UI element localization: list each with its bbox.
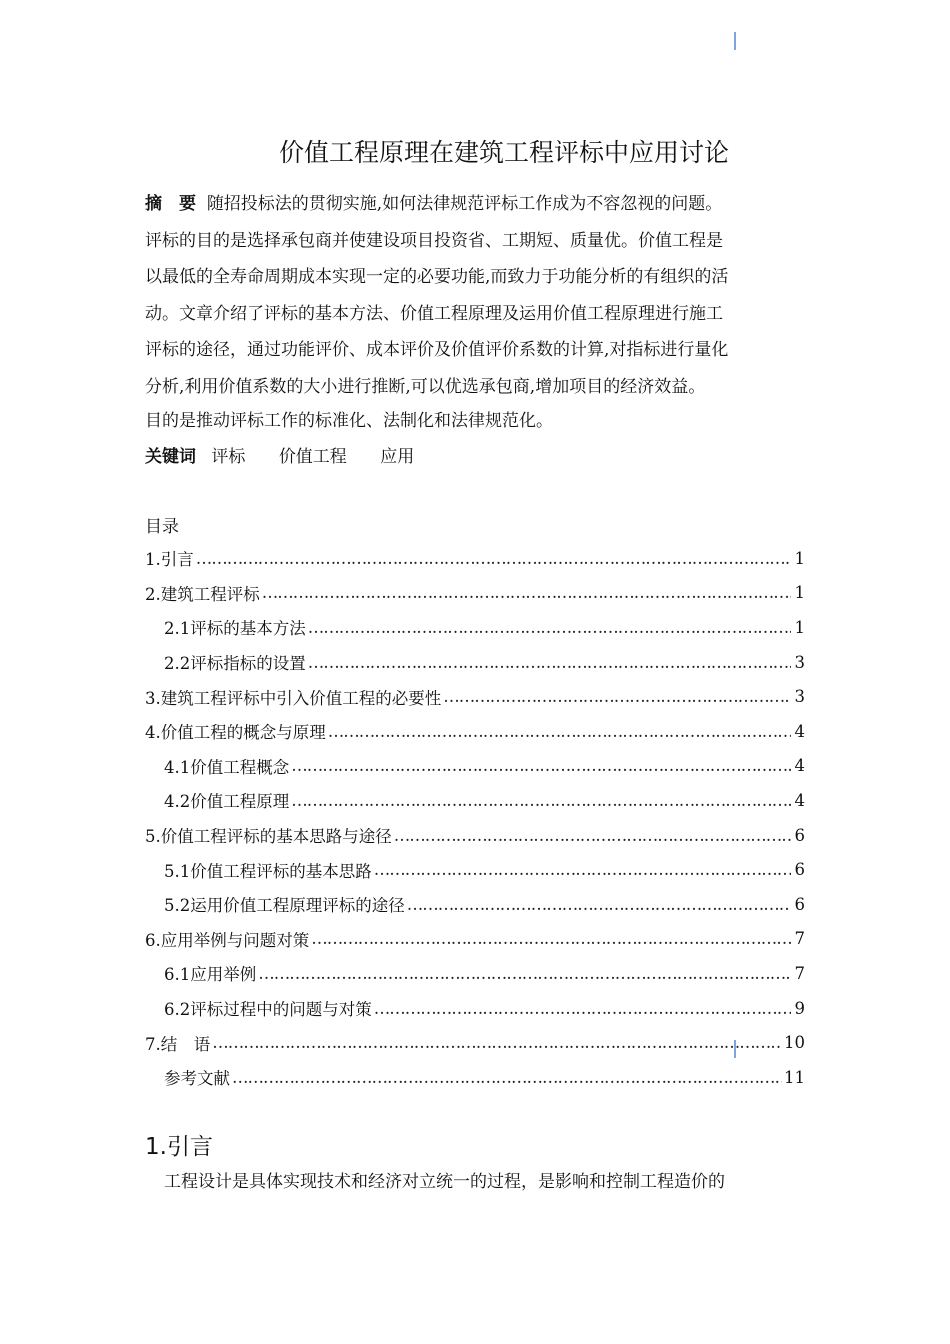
toc-entry-label: 4.价值工程的概念与原理 — [145, 723, 326, 743]
toc-entry-page: 4 — [794, 756, 805, 776]
text-cursor-marker-top — [734, 32, 736, 50]
keyword: 价值工程 — [278, 447, 347, 467]
toc-entry-label: 1.引言 — [145, 550, 194, 570]
toc-entry[interactable] — [145, 610, 805, 645]
abstract-label: 摘 要 — [145, 194, 196, 214]
toc-entry[interactable] — [145, 576, 805, 611]
toc-leader-dots — [407, 895, 791, 914]
abstract — [145, 186, 813, 405]
toc-entry-label: 4.2价值工程原理 — [164, 792, 290, 812]
toc-leader-dots — [374, 860, 791, 879]
toc-entry[interactable] — [145, 679, 805, 714]
toc-leader-dots — [308, 653, 791, 672]
toc-entry-page: 3 — [794, 687, 805, 707]
toc-entry-label: 2.1评标的基本方法 — [164, 619, 306, 639]
toc-entry-label: 6.应用举例与问题对策 — [145, 930, 310, 950]
toc-entry[interactable] — [145, 1060, 805, 1095]
toc-leader-dots — [394, 826, 791, 845]
abstract-line-6: 分析,利用价值系数的大小进行推断,可以优选承包商,增加项目的经济效益。 — [145, 376, 706, 397]
toc-leader-dots — [196, 549, 791, 568]
toc-entry[interactable] — [145, 991, 805, 1026]
toc-leader-dots — [443, 687, 791, 706]
toc-leader-dots — [232, 1068, 782, 1087]
toc-entry[interactable] — [145, 783, 805, 818]
toc-entry-label: 2.建筑工程评标 — [145, 584, 260, 604]
keywords — [145, 442, 442, 467]
toc-leader-dots — [258, 964, 791, 983]
toc-leader-dots — [374, 999, 791, 1018]
abstract-line-4: 动。文章介绍了评标的基本方法、价值工程原理及运用价值工程原理进行施工 — [145, 303, 723, 324]
toc-entry-page: 7 — [794, 929, 805, 949]
toc-entry-page: 10 — [784, 1033, 805, 1053]
keyword: 应用 — [380, 447, 415, 467]
toc-leader-dots — [262, 583, 791, 602]
toc-entry-label: 5.价值工程评标的基本思路与途径 — [145, 827, 392, 847]
toc-entry[interactable] — [145, 749, 805, 784]
toc-leader-dots — [212, 1033, 782, 1052]
toc-entry-page: 11 — [784, 1067, 805, 1087]
abstract-line-1 — [145, 186, 813, 223]
toc-entry-page: 4 — [794, 721, 805, 741]
toc-entry[interactable] — [145, 887, 805, 922]
toc-entry[interactable] — [145, 922, 805, 957]
abstract-text: 随招投标法的贯彻实施,如何法律规范评标工作成为不容忽视的问题。 — [206, 194, 723, 214]
toc-entry-label: 5.1价值工程评标的基本思路 — [164, 861, 372, 881]
toc-entry[interactable] — [145, 956, 805, 991]
toc-entry-label: 5.2运用价值工程原理评标的途径 — [164, 896, 405, 916]
abstract-line-5: 评标的途径，通过功能评价、成本评价及价值评价系数的计算,对指标进行量化 — [145, 340, 729, 360]
toc-entry-label: 3.建筑工程评标中引入价值工程的必要性 — [145, 688, 442, 708]
toc-leader-dots — [311, 929, 791, 948]
table-of-contents — [145, 541, 805, 1095]
toc-entry-page: 6 — [794, 860, 805, 880]
abstract-line-2: 评标的目的是选择承包商并使建设项目投资省、工期短、质量优。价值工程是 — [145, 230, 723, 251]
toc-entry[interactable] — [145, 852, 805, 887]
toc-entry[interactable] — [145, 541, 805, 576]
toc-entry-page: 4 — [794, 790, 805, 810]
document-title: 价值工程原理在建筑工程评标中应用讨论 — [278, 138, 729, 167]
toc-entry-label: 7.结 语 — [145, 1034, 211, 1054]
toc-leader-dots — [291, 791, 791, 810]
toc-entry-page: 6 — [794, 894, 805, 914]
toc-entry-page: 7 — [794, 963, 805, 983]
abstract-line-7: 目的是推动评标工作的标准化、法制化和法律规范化。 — [145, 411, 553, 431]
toc-entry-page: 6 — [794, 825, 805, 845]
toc-entry-label: 参考文献 — [164, 1069, 230, 1089]
toc-entry[interactable] — [145, 714, 805, 749]
abstract-line-3: 以最低的全寿命周期成本实现一定的必要功能,而致力于功能分析的有组织的活 — [145, 267, 729, 287]
body-paragraph: 工程设计是具体实现技术和经济对立统一的过程，是影响和控制工程造价的 — [164, 1172, 725, 1192]
toc-entry-label: 6.1应用举例 — [164, 965, 257, 985]
keywords-label: 关键词 — [145, 447, 196, 467]
toc-entry-page: 1 — [794, 583, 805, 603]
toc-entry-page: 9 — [794, 998, 805, 1018]
section-heading: 1.引言 — [145, 1134, 213, 1160]
toc-leader-dots — [291, 756, 791, 775]
toc-entry-page: 1 — [794, 617, 805, 637]
toc-leader-dots — [308, 618, 791, 637]
toc-entry[interactable] — [145, 818, 805, 853]
toc-entry-page: 1 — [794, 548, 805, 568]
keyword: 评标 — [211, 447, 246, 467]
toc-leader-dots — [328, 722, 791, 741]
toc-title: 目录 — [145, 517, 179, 537]
toc-entry[interactable] — [145, 1025, 805, 1060]
toc-entry-label: 6.2评标过程中的问题与对策 — [164, 1000, 372, 1020]
toc-entry-label: 2.2评标指标的设置 — [164, 654, 306, 674]
toc-entry-label: 4.1价值工程概念 — [164, 757, 290, 777]
toc-entry[interactable] — [145, 645, 805, 680]
toc-entry-page: 3 — [794, 652, 805, 672]
